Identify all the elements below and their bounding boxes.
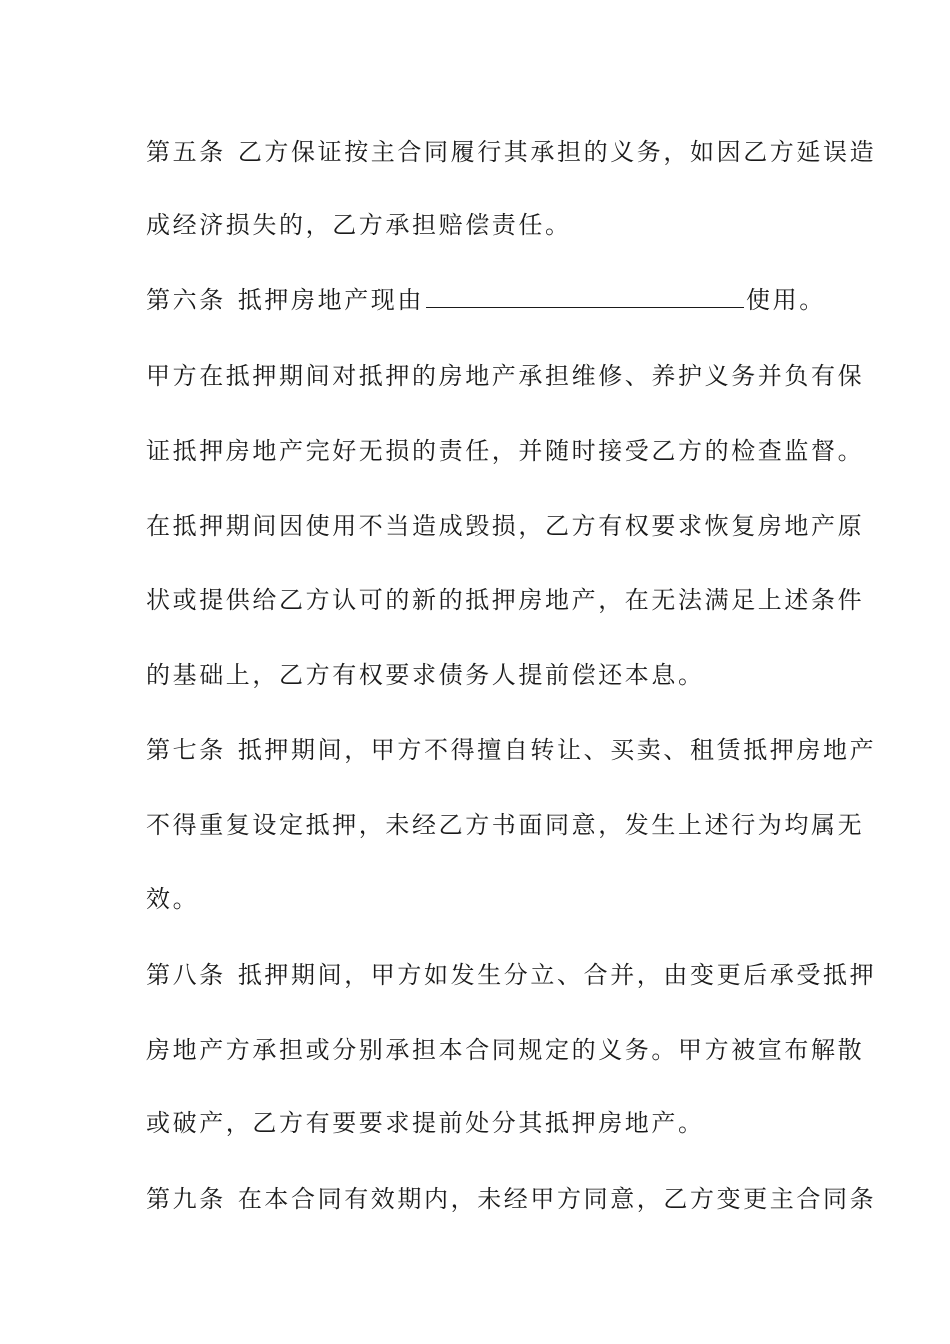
fill-in-blank[interactable] bbox=[426, 285, 744, 308]
article-5-line-1 bbox=[146, 137, 877, 167]
article-7-line-3 bbox=[146, 884, 826, 914]
paragraph-text: 效。 bbox=[146, 885, 200, 913]
paragraph-text: 在抵押期间因使用不当造成毁损，乙方有权要求恢复房地产原 bbox=[146, 512, 865, 540]
article-7-heading: 第七条 bbox=[146, 736, 226, 764]
paragraph-text: 或破产，乙方有要要求提前处分其抵押房地产。 bbox=[146, 1109, 705, 1137]
article-7-text: 抵押期间，甲方不得擅自转让、买卖、租赁抵押房地产 bbox=[237, 736, 877, 764]
article-9-text: 在本合同有效期内，未经甲方同意，乙方变更主合同条 bbox=[237, 1185, 877, 1213]
article-5-text: 乙方保证按主合同履行其承担的义务，如因乙方延误造 bbox=[237, 138, 877, 166]
article-8-line-1 bbox=[146, 960, 877, 990]
article-7-line-2 bbox=[146, 810, 865, 840]
paragraph-text: 甲方在抵押期间对抵押的房地产承担维修、养护义务并负有保 bbox=[146, 362, 865, 390]
article-5-text-cont: 成经济损失的，乙方承担赔偿责任。 bbox=[146, 211, 572, 239]
article-7-line-1 bbox=[146, 735, 877, 765]
paragraph-text: 证抵押房地产完好无损的责任，并随时接受乙方的检查监督。 bbox=[146, 437, 865, 465]
article-8-heading: 第八条 bbox=[146, 961, 226, 989]
paragraph-text: 房地产方承担或分别承担本合同规定的义务。甲方被宣布解散 bbox=[146, 1036, 865, 1064]
article-9-line-1 bbox=[146, 1184, 877, 1214]
article-6-text-after-blank: 使用。 bbox=[746, 286, 826, 314]
article-6-line-4 bbox=[146, 511, 865, 541]
article-6-text: 抵押房地产现由 bbox=[237, 286, 425, 314]
article-6-heading: 第六条 bbox=[146, 286, 226, 314]
article-6-line-3 bbox=[146, 436, 865, 466]
article-6-line-2 bbox=[146, 361, 865, 391]
article-6-line-1 bbox=[146, 285, 826, 315]
paragraph-text: 状或提供给乙方认可的新的抵押房地产，在无法满足上述条件 bbox=[146, 586, 865, 614]
article-6-line-5 bbox=[146, 585, 865, 615]
article-8-text: 抵押期间，甲方如发生分立、合并，由变更后承受抵押 bbox=[237, 961, 877, 989]
article-8-line-2 bbox=[146, 1035, 865, 1065]
paragraph-text: 不得重复设定抵押，未经乙方书面同意，发生上述行为均属无 bbox=[146, 811, 865, 839]
article-9-heading: 第九条 bbox=[146, 1185, 226, 1213]
article-8-line-3 bbox=[146, 1108, 826, 1138]
article-5-heading: 第五条 bbox=[146, 138, 226, 166]
article-5-line-2 bbox=[146, 210, 826, 240]
paragraph-text: 的基础上，乙方有权要求债务人提前偿还本息。 bbox=[146, 661, 705, 689]
article-6-line-6 bbox=[146, 660, 826, 690]
